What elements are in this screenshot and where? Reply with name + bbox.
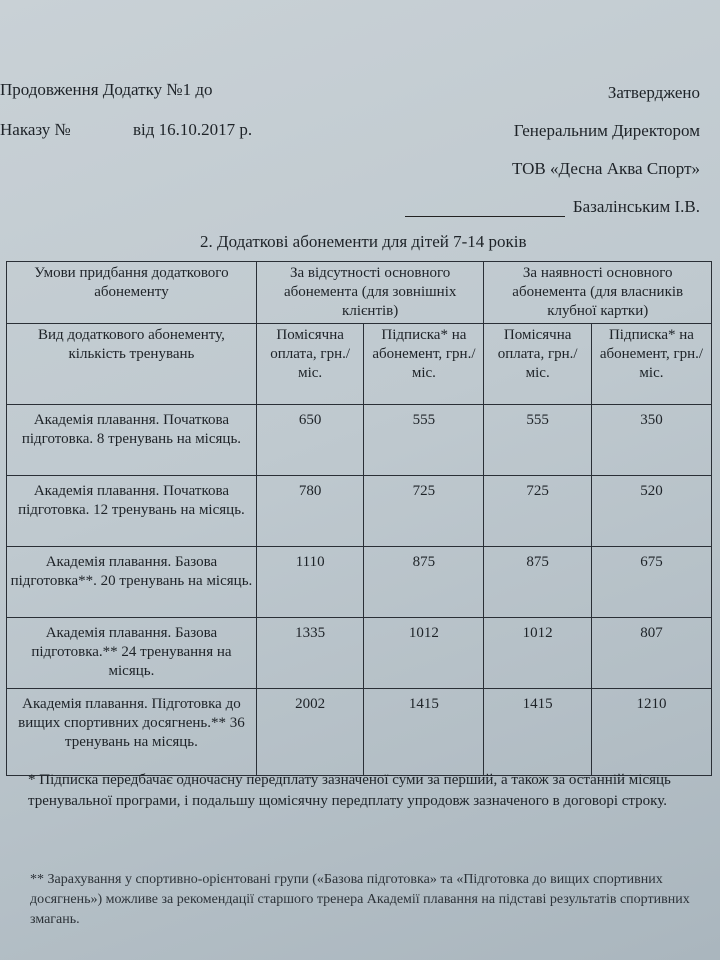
external-monthly-header: Помісячна оплата, грн./міс. (256, 324, 364, 405)
approver-title: Генеральним Директором (513, 121, 700, 140)
price-club-monthly: 725 (484, 476, 592, 547)
signature-underline (405, 200, 565, 217)
row-description: Академія плавання. Підготовка до вищих спортивних досягнень.** 36 тренувань на місяць. (7, 689, 257, 776)
price-club-subscription: 807 (591, 618, 711, 689)
table-header-row (7, 262, 712, 324)
conditions-header: Умови придбання додаткового абонементу (7, 262, 257, 324)
row-description: Академія плавання. Початкова підготовка. 8 тренувань на місяць. (7, 405, 257, 476)
external-subscription-header: Підписка* на абонемент, грн./міс. (364, 324, 484, 405)
club-monthly-header: Помісячна оплата, грн./міс. (484, 324, 592, 405)
price-club-subscription: 675 (591, 547, 711, 618)
price-external-monthly: 1335 (256, 618, 364, 689)
price-external-subscription: 875 (364, 547, 484, 618)
order-date: від 16.10.2017 р. (132, 120, 253, 139)
price-club-monthly: 1415 (484, 689, 592, 776)
table-row (7, 547, 712, 618)
price-external-monthly: 2002 (256, 689, 364, 776)
approval-block (405, 74, 700, 226)
signature-line (405, 188, 700, 226)
price-external-subscription: 555 (364, 405, 484, 476)
footnote-subscription: * Підписка передбачає одночасну передплату зазначеної суми за перший, а також за останній місяць тренувальної програми, і подальшу щомісячну передплату упродовж зазначеного в договорі строку. (28, 772, 671, 809)
subscription-type-header: Вид додаткового абонементу, кількість тренувань (7, 324, 257, 405)
price-club-monthly: 875 (484, 547, 592, 618)
table-row (7, 476, 712, 547)
row-description: Академія плавання. Початкова підготовка. 12 тренувань на місяць. (7, 476, 257, 547)
approved-label: Затверджено (607, 83, 700, 102)
price-club-monthly: 1012 (484, 618, 592, 689)
price-club-subscription: 1210 (591, 689, 711, 776)
table-row (7, 689, 712, 776)
order-number-label: Наказу № (0, 120, 71, 139)
club-card-holders-header: За наявності основного абонемента (для власників клубної картки) (484, 262, 712, 324)
row-description: Академія плавання. Базова підготовка**. 20 тренувань на місяць. (7, 547, 257, 618)
company-name: ТОВ «Десна Аква Спорт» (511, 159, 700, 178)
price-external-subscription: 1415 (364, 689, 484, 776)
price-club-subscription: 520 (591, 476, 711, 547)
price-external-monthly: 650 (256, 405, 364, 476)
price-external-monthly: 780 (256, 476, 364, 547)
footnote-enrollment: ** Зарахування у спортивно-орієнтовані групи («Базова підготовка» та «Підготовка до вищих спортивних досягнень») можливе за рекомендації старшого тренера Академії плавання на підставі результатів спортивних змагань. (30, 872, 690, 927)
price-external-subscription: 1012 (364, 618, 484, 689)
price-club-monthly: 555 (484, 405, 592, 476)
price-external-monthly: 1110 (256, 547, 364, 618)
section-title: 2. Додаткові абонементи для дітей 7-14 років (200, 232, 527, 251)
order-reference (0, 70, 252, 150)
table-row (7, 405, 712, 476)
order-number-line (0, 110, 252, 150)
table-row (7, 618, 712, 689)
appendix-continuation: Продовження Додатку №1 до (0, 80, 213, 99)
approver-name: Базалінським І.В. (572, 197, 700, 216)
club-subscription-header: Підписка* на абонемент, грн./міс. (591, 324, 711, 405)
price-club-subscription: 350 (591, 405, 711, 476)
table-subheader-row (7, 324, 712, 405)
price-external-subscription: 725 (364, 476, 484, 547)
row-description: Академія плавання. Базова підготовка.** 24 тренування на місяць. (7, 618, 257, 689)
pricing-table (6, 261, 712, 776)
external-clients-header: За відсутності основного абонемента (для зовнішніх клієнтів) (256, 262, 484, 324)
